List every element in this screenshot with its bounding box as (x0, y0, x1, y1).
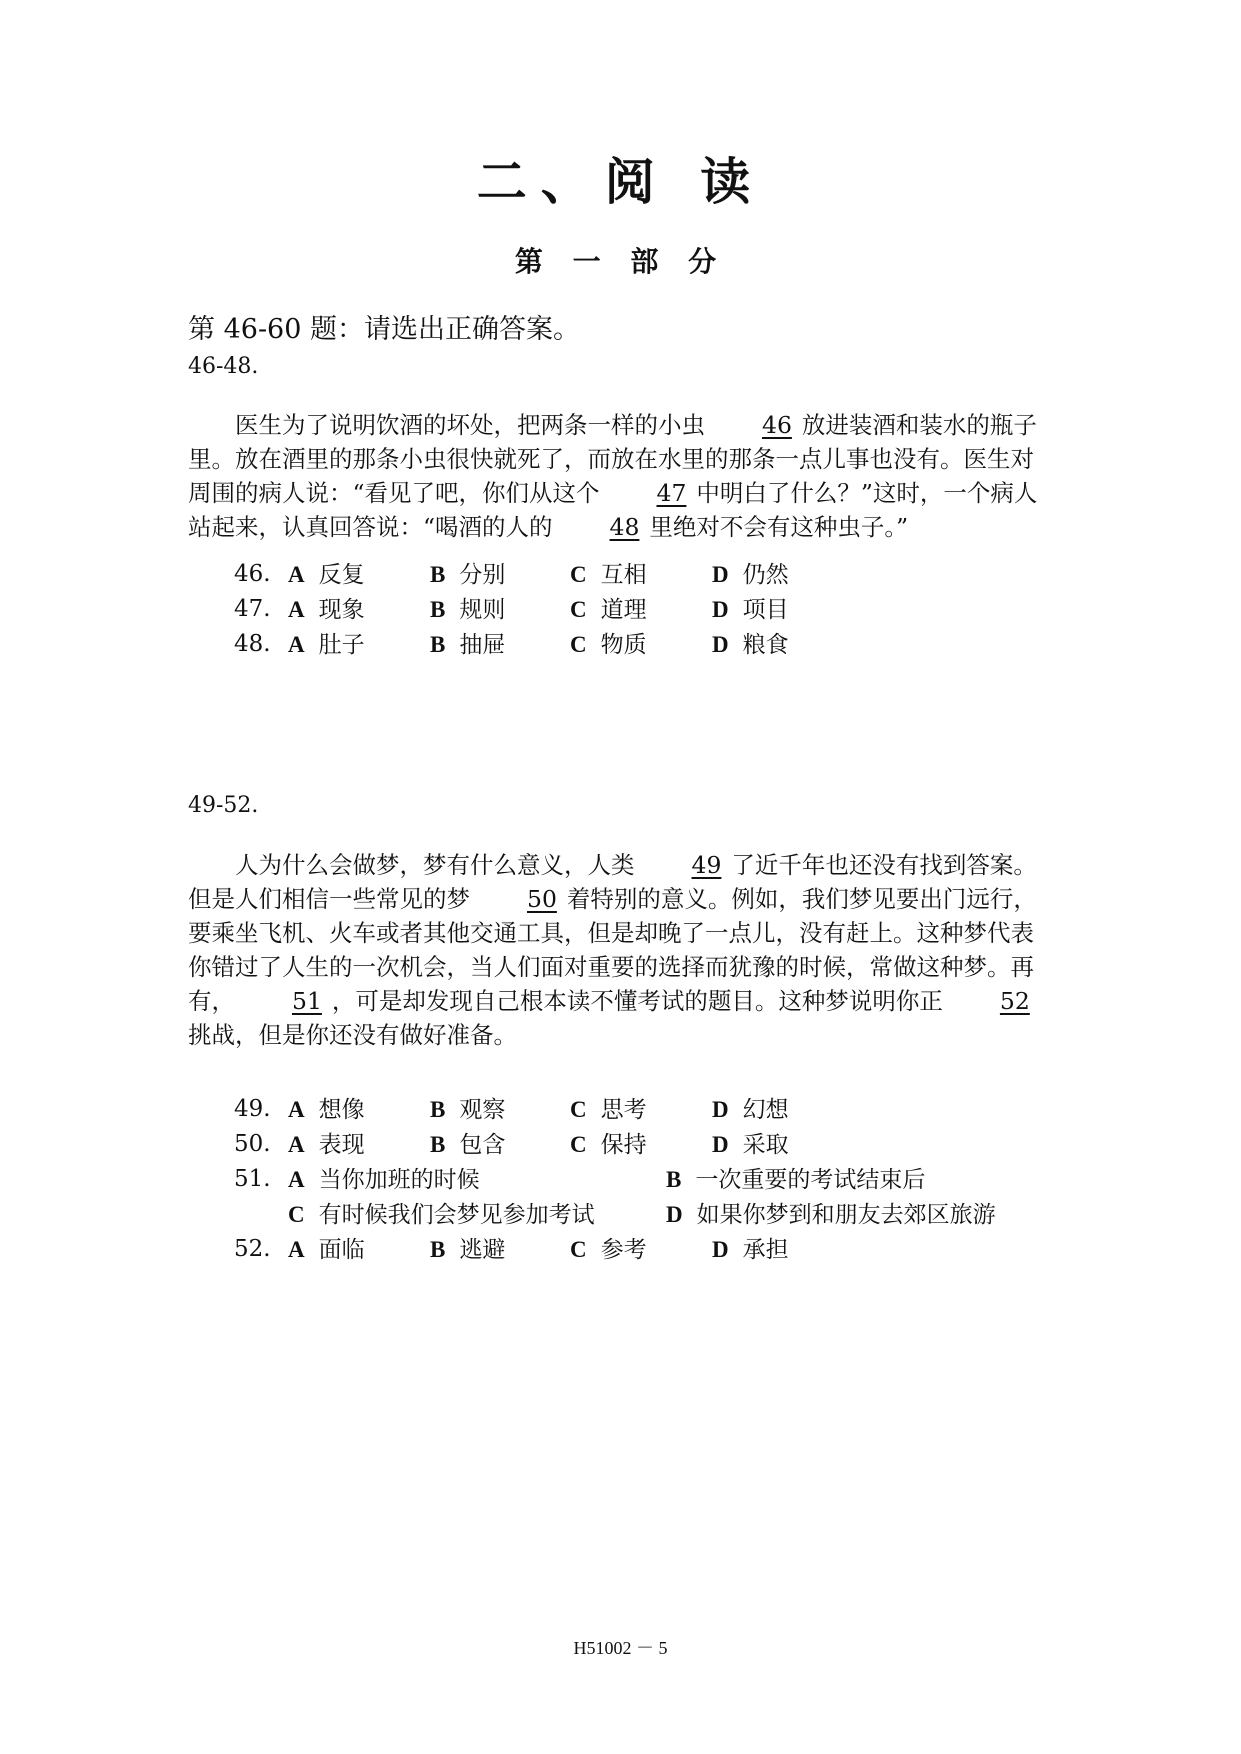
blank-49: 49 (691, 851, 722, 879)
blank-47: 47 (656, 479, 687, 507)
reading-passage (188, 848, 1054, 1052)
option-a[interactable] (288, 1162, 480, 1198)
option-a[interactable] (288, 1232, 365, 1268)
question-range-label: 49-52. (188, 793, 259, 818)
option-text: 思考 (600, 1097, 647, 1123)
option-c[interactable] (570, 1092, 647, 1128)
option-a[interactable] (288, 592, 365, 628)
option-letter: B (430, 562, 446, 587)
option-text: 规则 (459, 597, 506, 623)
option-letter: B (430, 1132, 446, 1157)
option-b[interactable] (430, 1232, 505, 1268)
option-text: 保持 (600, 1132, 647, 1158)
question-row (234, 1232, 1034, 1267)
option-letter: C (570, 1097, 587, 1122)
option-letter: C (570, 562, 587, 587)
option-text: 表现 (318, 1132, 365, 1158)
blank-51: 51 (292, 987, 322, 1015)
option-c[interactable] (570, 627, 647, 663)
option-b[interactable] (430, 592, 505, 628)
option-d[interactable] (712, 627, 789, 663)
question-row-continued (234, 1197, 1034, 1232)
question-number: 49. (234, 1096, 271, 1122)
option-b[interactable] (430, 627, 505, 663)
option-text: 观察 (459, 1097, 506, 1123)
page-footer: H51002 － 5 (573, 1638, 668, 1658)
option-c[interactable] (570, 1127, 647, 1163)
option-text: 当你加班的时候 (318, 1167, 480, 1193)
option-letter: B (666, 1167, 682, 1192)
option-text: 想像 (318, 1097, 365, 1123)
option-letter: D (666, 1202, 683, 1227)
part-title: 第 一 部 分 (514, 245, 727, 278)
option-letter: A (288, 1097, 305, 1122)
option-text: 面临 (318, 1237, 365, 1263)
option-b[interactable] (666, 1162, 925, 1198)
question-row (234, 1162, 1034, 1197)
option-b[interactable] (430, 1127, 505, 1163)
option-a[interactable] (288, 557, 365, 593)
passage-text: 里绝对不会有这种虫子。” (649, 513, 909, 541)
option-letter: B (430, 1237, 446, 1262)
option-letter: B (430, 1097, 446, 1122)
option-text: 抽屉 (459, 632, 506, 658)
option-d[interactable] (712, 1092, 789, 1128)
option-c[interactable] (570, 1232, 647, 1268)
option-d[interactable] (712, 1127, 789, 1163)
option-d[interactable] (712, 592, 789, 628)
option-text: 有时候我们会梦见参加考试 (318, 1202, 595, 1228)
option-letter: D (712, 562, 729, 587)
option-letter: A (288, 562, 305, 587)
option-text: 物质 (600, 632, 647, 658)
instruction-text: 第 46-60 题：请选出正确答案。 (188, 314, 581, 345)
question-row (234, 1092, 1034, 1127)
option-text: 幻想 (742, 1097, 789, 1123)
option-text: 参考 (600, 1237, 647, 1263)
option-letter: A (288, 1167, 305, 1192)
passage-text: 着特别的意义。例如，我们梦见要出门远行，要乘坐飞机、火车或者其他交通工具，但是却晚了一点儿，没有赶上。这种梦代表你错过了人生的一次机会，当人们面对重要的选择而犹豫的时候，常做这种梦。再有， (188, 885, 1037, 1015)
answer-options-group (234, 557, 1034, 662)
option-letter: A (288, 1132, 305, 1157)
passage-text: 挑战，但是你还没有做好准备。 (188, 1021, 517, 1049)
option-b[interactable] (430, 557, 505, 593)
option-letter: C (570, 597, 587, 622)
question-number: 47. (234, 596, 271, 622)
option-text: 互相 (600, 562, 647, 588)
option-letter: D (712, 1097, 729, 1122)
option-c[interactable] (570, 592, 647, 628)
option-letter: A (288, 1237, 305, 1262)
option-text: 逃避 (459, 1237, 506, 1263)
option-letter: B (430, 597, 446, 622)
passage-text: 医生为了说明饮酒的坏处，把两条一样的小虫 (235, 411, 705, 439)
option-letter: D (712, 1237, 729, 1262)
blank-50: 50 (527, 885, 557, 913)
passage-text: 中明白了什么？”这时，一个病人站起来，认真回答说：“喝酒的人的 (188, 479, 1038, 541)
option-text: 现象 (318, 597, 365, 623)
question-number: 50. (234, 1131, 271, 1157)
option-text: 肚子 (318, 632, 365, 658)
option-text: 采取 (742, 1132, 789, 1158)
option-text: 分别 (459, 562, 506, 588)
option-text: 仍然 (742, 562, 789, 588)
question-row (234, 1127, 1034, 1162)
option-text: 如果你梦到和朋友去郊区旅游 (696, 1202, 996, 1228)
option-letter: B (430, 632, 446, 657)
question-number: 52. (234, 1236, 271, 1262)
option-text: 一次重要的考试结束后 (695, 1167, 926, 1193)
section-title: 二、阅 读 (476, 152, 765, 211)
option-text: 项目 (742, 597, 789, 623)
option-letter: C (288, 1202, 305, 1227)
option-letter: C (570, 1237, 587, 1262)
option-text: 粮食 (742, 632, 789, 658)
option-c[interactable] (570, 557, 647, 593)
option-text: 反复 (318, 562, 365, 588)
option-d[interactable] (666, 1197, 996, 1233)
blank-52: 52 (999, 987, 1030, 1015)
blank-48: 48 (609, 513, 640, 541)
question-row (234, 592, 1034, 627)
passage-text: 放进装酒和装水的瓶子里。放在酒里的那条小虫很快就死了，而放在水里的那条一点儿事也没有。医生对周围的病人说：“看见了吧，你们从这个 (188, 411, 1037, 507)
option-letter: C (570, 1132, 587, 1157)
reading-passage (188, 408, 1054, 544)
question-number: 46. (234, 561, 271, 587)
question-row (234, 557, 1034, 592)
passage-text: 了近千年也还没有找到答案。但是人们相信一些常见的梦 (188, 851, 1037, 913)
answer-options-group (234, 1092, 1034, 1267)
question-row (234, 627, 1034, 662)
question-range-label: 46-48. (188, 354, 259, 379)
option-b[interactable] (430, 1092, 505, 1128)
question-number: 51. (234, 1166, 271, 1192)
question-number: 48. (234, 631, 271, 657)
option-text: 道理 (600, 597, 647, 623)
option-letter: D (712, 597, 729, 622)
option-letter: A (288, 597, 305, 622)
option-a[interactable] (288, 627, 365, 663)
option-text: 包含 (459, 1132, 506, 1158)
option-d[interactable] (712, 557, 789, 593)
option-d[interactable] (712, 1232, 789, 1268)
option-letter: D (712, 1132, 729, 1157)
option-a[interactable] (288, 1092, 365, 1128)
passage-text: 人为什么会做梦，梦有什么意义，人类 (235, 851, 635, 879)
option-text: 承担 (742, 1237, 789, 1263)
option-letter: C (570, 632, 587, 657)
blank-46: 46 (762, 411, 792, 439)
option-letter: A (288, 632, 305, 657)
option-c[interactable] (288, 1197, 595, 1233)
passage-text: ，可是却发现自己根本读不懂考试的题目。这种梦说明你正 (331, 987, 943, 1015)
option-a[interactable] (288, 1127, 365, 1163)
option-letter: D (712, 632, 729, 657)
